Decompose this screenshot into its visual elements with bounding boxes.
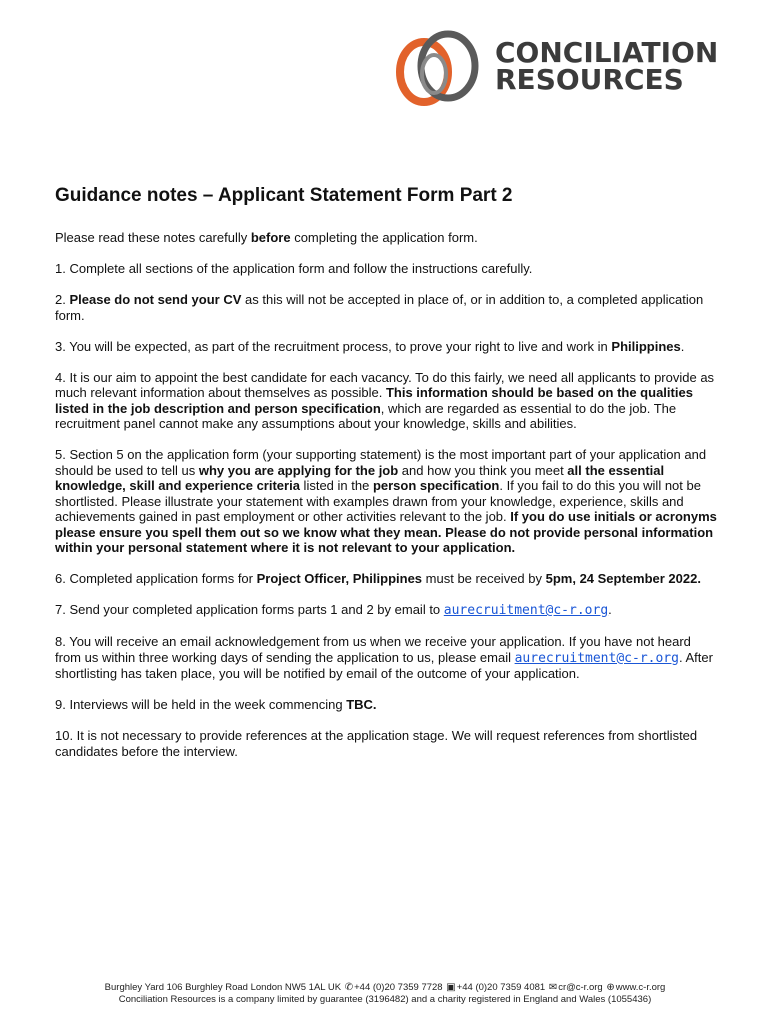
note-9-a: 9. Interviews will be held in the week commencing [55,697,347,712]
note-2-c: as this will not be accepted in place of, or in addition to, a completed application form. [55,292,704,323]
note-7 [55,602,720,619]
note-6 [55,571,720,587]
recruitment-email-link[interactable]: aurecruitment@c-r.org [443,603,609,618]
footer-phone: +44 (0)20 7359 7728 [354,982,443,993]
note-4-bold: This information should be based on the qualities listed in the job description and person specification [55,385,693,416]
note-10: 10. It is not necessary to provide references at the application stage. We will request references from shortlisted candidates before the interview. [55,728,698,759]
note-3-a: 3. You will be expected, as part of the recruitment process, to prove your right to live and work in [55,338,612,354]
logo-wordmark [495,36,719,96]
note-5-bold-1: why you are applying for the job [198,462,399,478]
note-9-date: TBC. [346,697,377,712]
logo-line-1: CONCILIATION [495,36,719,69]
note-2 [55,292,720,323]
note-5-bold-4: If you do use initials or acronyms please ensure you spell them out so we know what they mean. Please do not provide personal information within your personal statement where it is not relevant to your application. [55,509,717,555]
guidance-content [55,184,720,775]
globe-icon: ⊕ [606,982,615,993]
note-8 [55,634,720,682]
note-4-a: 4. It is our aim to appoint the best candidate for each vacancy. To do this fairly, we need all applicants to provide as much relevant information about themselves as possible. [55,369,715,400]
note-6-position: Project Officer, Philippines [256,571,423,586]
note-5-bold-3: person specification [372,478,500,493]
footer-website: www.c-r.org [615,982,666,993]
footer-address: Burghley Yard 106 Burghley Road London NW5 1AL UK [104,982,342,993]
page-footer [0,982,770,1006]
note-6-c: must be received by [422,571,546,586]
footer-legal-line: Conciliation Resources is a company limited by guarantee (3196482) and a charity registered in England and Wales (1055436) [118,994,652,1005]
note-2-a: 2. [55,292,70,307]
note-7-a: 7. Send your completed application forms parts 1 and 2 by email to [55,602,444,617]
logo-rings-icon [390,22,490,122]
note-5-e: listed in the [299,478,373,493]
note-8-c: . After shortlisting has taken place, you will be notified by email of the outcome of your application. [55,649,713,681]
note-8-a: 8. You will receive an email acknowledgement from us when we receive your application. If you have not heard from us within three working days of sending the application to us, please email [55,634,691,665]
footer-email: cr@c-r.org [558,982,603,993]
note-3-country: Philippines [611,338,681,354]
note-9 [55,697,720,713]
note-3 [55,339,720,355]
note-4-c: , which are regarded as essential to do the job. The recruitment panel cannot make any assumptions about your knowledge, skills and abilities. [55,400,677,431]
organization-logo [390,22,720,122]
note-5-g: . If you fail to do this you will not be shortlisted. Please illustrate your statement with examples drawn from your knowledge, experience, skills and achievements gained in past employment or other activities relevant to the job. [55,478,701,524]
note-5-bold-2: all the essential knowledge, skill and experience criteria [55,462,665,493]
note-2-bold: Please do not send your CV [69,292,242,307]
note-6-deadline: 5pm, 24 September 2022. [545,571,701,586]
footer-fax: +44 (0)20 7359 4081 [456,982,546,993]
logo-line-2: RESOURCES [495,63,684,96]
note-5-c: and how you think you meet [398,462,568,478]
intro-text-a: Please read these notes carefully [55,230,251,245]
note-3-c: . [680,338,685,354]
envelope-icon: ✉ [548,982,558,993]
page-title: Guidance notes – Applicant Statement Form Part 2 [55,185,513,206]
note-6-a: 6. Completed application forms for [55,571,257,586]
intro-paragraph [55,230,720,246]
footer-contact-line [0,982,770,994]
intro-text-c: completing the application form. [290,230,478,245]
recruitment-email-link-2[interactable]: aurecruitment@c-r.org [514,650,679,666]
note-5-a: 5. Section 5 on the application form (your supporting statement) is the most important part of your application and should be used to tell us [55,447,707,478]
note-1: 1. Complete all sections of the application form and follow the instructions carefully. [55,261,533,276]
note-5 [55,447,720,556]
intro-emphasis: before [250,230,291,245]
fax-icon: ▣ [446,982,456,993]
note-4 [55,370,720,432]
note-7-c: . [608,602,612,617]
phone-icon: ✆ [344,982,354,993]
